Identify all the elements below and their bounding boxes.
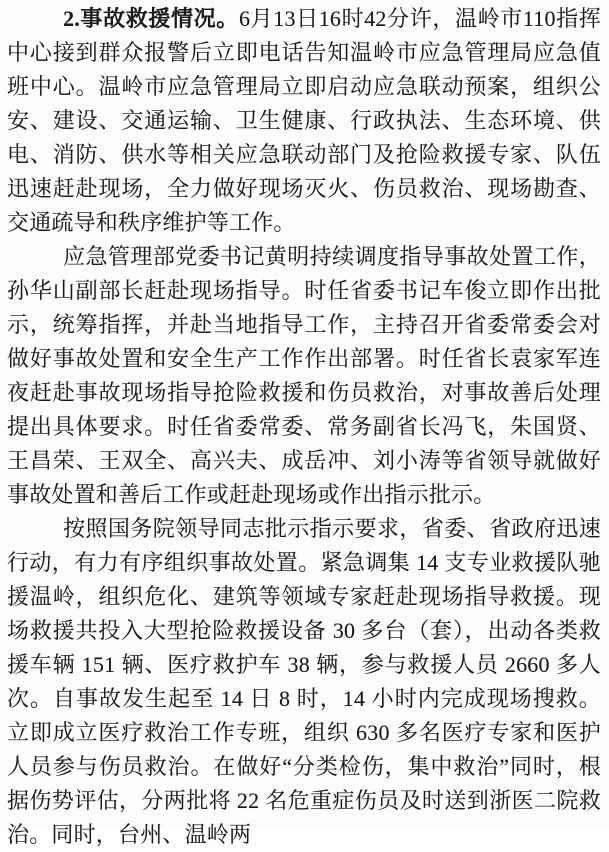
paragraph-leadership-directives: 应急管理部党委书记黄明持续调度指导事故处置工作，孙华山副部长赶赴现场指导。时任省委书记车俊立即作出批示，统筹指挥，并赴当地指导工作，主持召开省委常委会对做好事故处置和安全生产工作作出部署。时任省长袁家军连夜赶赴事故现场指导抢险救援和伤员救治，对事故善后处理提出具体要求。时任省委常委、常务副省长冯飞，朱国贤、王昌荣、王双全、高兴夫、成岳冲、刘小涛等省领导就做好事故处置和善后工作或赶赴现场或作出指示批示。 xyxy=(7,244,601,507)
paragraph-rescue-overview-text: 6月13日16时42分许，温岭市110指挥中心接到群众报警后立即电话告知温岭市应急管理局应急值班中心。温岭市应急管理局立即启动应急联动预案，组织公安、建设、交通运输、卫生健康、行政执法、生态环境、供电、消防、供水等相关应急联动部门及抢险救援专家、队伍迅速赶赴现场，全力做好现场灭火、伤员救治、现场勘查、交通疏导和秩序维护等工作。 xyxy=(7,6,601,235)
paragraph-rescue-overview xyxy=(7,2,601,240)
section-heading: 2.事故救援情况。 xyxy=(63,6,239,31)
paragraph-rescue-deployment: 按照国务院领导同志批示指示要求，省委、省政府迅速行动，有力有序组织事故处置。紧急调集 14 支专业救援队驰援温岭，组织危化、建筑等领域专家赶赴现场指导救援。现场救援共投入大型抢险救援设备 30 多台（套），出动各类救援车辆 151 辆、医疗救护车 38 辆，参与救援人员 2660 多人次。自事故发生起至 14 日 8 时，14 小时内完成现场搜救。立即成立医疗救治工作专班，组织 630 多名医疗专家和医护人员参与伤员救治。在做好“分类检伤，集中救治”同时，根据伤势评估，分两批将 22 名危重症伤员及时送到浙医二院救治。同时，台州、温岭两 xyxy=(7,516,601,847)
